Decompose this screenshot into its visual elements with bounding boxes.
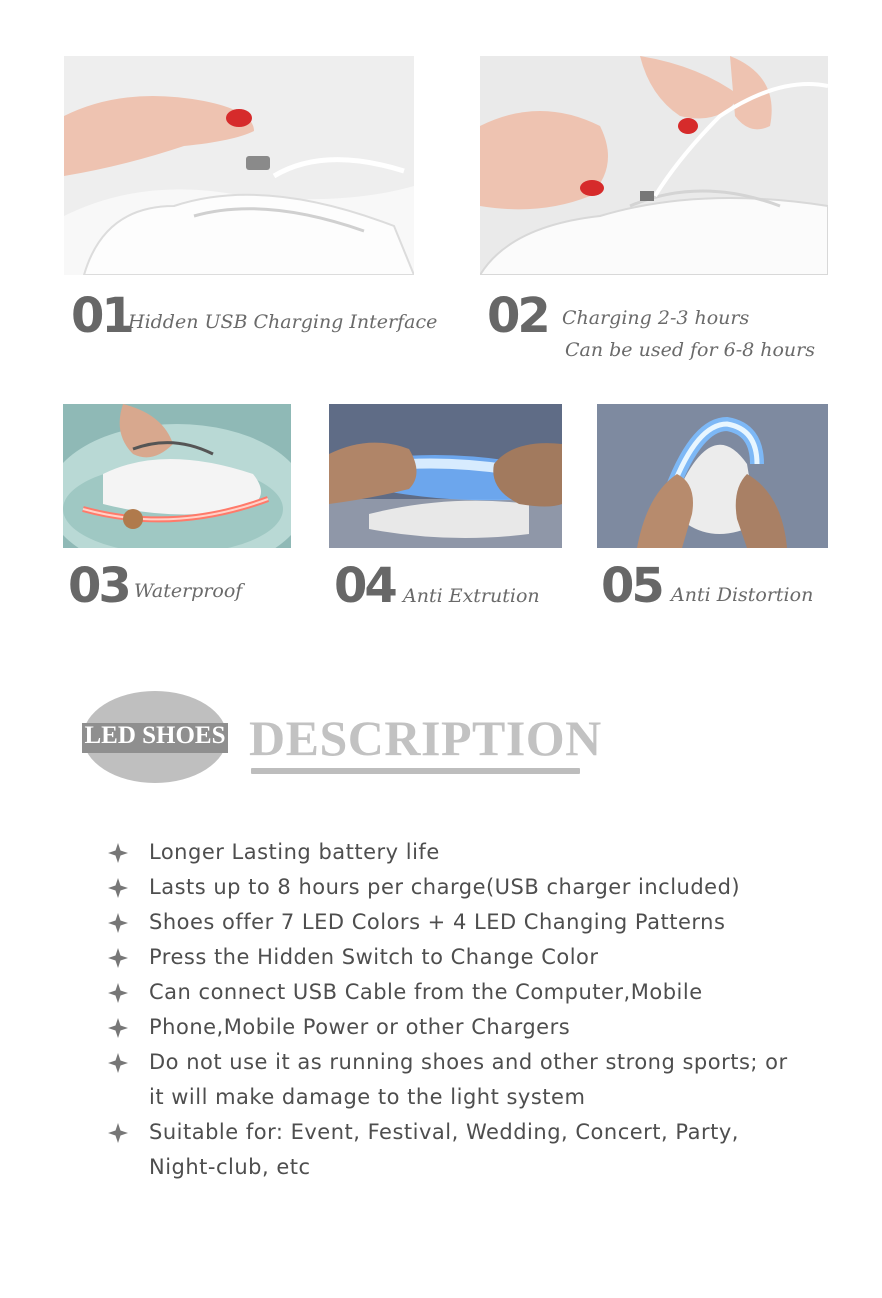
feature-text-04: Anti Extrution: [403, 585, 540, 607]
bullet-text: Phone,Mobile Power or other Chargers: [149, 1015, 571, 1039]
feature-text-01: Hidden USB Charging Interface: [128, 311, 438, 333]
list-item: [108, 1010, 808, 1045]
feature-number-02: 02: [487, 288, 548, 344]
bullet-text: Lasts up to 8 hours per charge(USB charger included): [149, 875, 741, 899]
star-bullet-icon: [108, 948, 128, 968]
feature-text-05: Anti Distortion: [671, 584, 814, 606]
description-title: DESCRIPTION: [249, 710, 602, 766]
usb-interface-photo: [64, 56, 414, 275]
feature-number-04: 04: [334, 558, 395, 614]
feature-number-01: 01: [71, 288, 132, 344]
list-item: [108, 1115, 808, 1185]
feature-number-05: 05: [601, 558, 662, 614]
feature-text-03: Waterproof: [134, 580, 243, 602]
bullet-text: Suitable for: Event, Festival, Wedding, Concert, Party, Night-club, etc: [149, 1120, 739, 1179]
description-underline: [251, 768, 580, 774]
description-bullet-list: [108, 835, 808, 1185]
waterproof-photo: [63, 404, 291, 548]
bullet-text: Can connect USB Cable from the Computer,Mobile: [149, 980, 703, 1004]
list-item: [108, 905, 808, 940]
star-bullet-icon: [108, 913, 128, 933]
feature-number-03: 03: [68, 558, 129, 614]
led-shoes-badge-label: LED SHOES: [84, 722, 226, 749]
list-item: [108, 940, 808, 975]
list-item: [108, 870, 808, 905]
star-bullet-icon: [108, 878, 128, 898]
feature-text-02-line2: Can be used for 6-8 hours: [565, 339, 815, 361]
feature-text-02-line1: Charging 2-3 hours: [562, 307, 750, 329]
list-item: [108, 835, 808, 870]
anti-distortion-photo: [597, 404, 828, 548]
star-bullet-icon: [108, 1053, 128, 1073]
bullet-text: Do not use it as running shoes and other strong sports; or it will make damage to the light system: [149, 1050, 788, 1109]
list-item: [108, 975, 808, 1010]
star-bullet-icon: [108, 1018, 128, 1038]
star-bullet-icon: [108, 1123, 128, 1143]
bullet-text: Shoes offer 7 LED Colors + 4 LED Changing Patterns: [149, 910, 726, 934]
anti-extrusion-photo: [329, 404, 562, 548]
bullet-text: Longer Lasting battery life: [149, 840, 440, 864]
list-item: [108, 1045, 808, 1115]
star-bullet-icon: [108, 983, 128, 1003]
bullet-text: Press the Hidden Switch to Change Color: [149, 945, 599, 969]
charging-cable-photo: [480, 56, 828, 275]
star-bullet-icon: [108, 843, 128, 863]
